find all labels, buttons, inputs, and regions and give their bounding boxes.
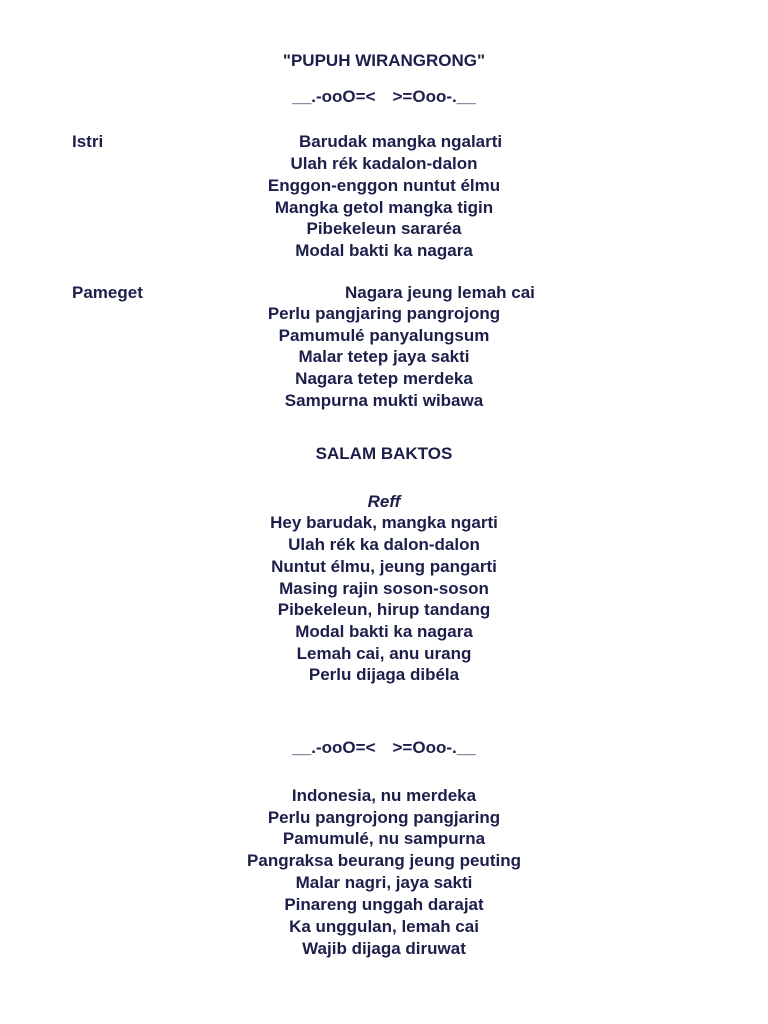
reff-line: Ulah rék ka dalon-dalon <box>288 535 480 554</box>
reff-line: Pibekeleun, hirup tandang <box>277 600 491 619</box>
speaker-label-istri: Istri <box>72 132 104 151</box>
stanza3-line: Wajib dijaga diruwat <box>302 939 466 958</box>
stanza3-line: Perlu pangrojong pangjaring <box>267 808 501 827</box>
reff-line: Hey barudak, mangka ngarti <box>270 513 498 532</box>
stanza3-line: Malar nagri, jaya sakti <box>295 873 473 892</box>
reff-line: Masing rajin soson-soson <box>279 579 489 598</box>
song-title: "PUPUH WIRANGRONG" <box>282 51 486 70</box>
stanza3-line: Indonesia, nu merdeka <box>291 786 477 805</box>
stanza2-line: Malar tetep jaya sakti <box>298 347 470 366</box>
stanza2-line: Perlu pangjaring pangrojong <box>267 304 501 323</box>
stanza2-line: Nagara tetep merdeka <box>295 369 473 388</box>
stanza1-line: Pibekeleun sararéa <box>306 219 462 238</box>
stanza2-line: Pamumulé panyalungsum <box>278 326 490 345</box>
speaker-label-pameget: Pameget <box>72 283 143 302</box>
salam-heading: SALAM BAKTOS <box>298 444 470 463</box>
stanza3-line: Pinareng unggah darajat <box>284 895 484 914</box>
stanza1-line: Modal bakti ka nagara <box>295 241 473 260</box>
reff-line: Lemah cai, anu urang <box>296 644 472 663</box>
reff-line: Nuntut élmu, jeung pangarti <box>271 557 497 576</box>
divider-ornament-2: __.-ooO=< >=Ooo-.__ <box>292 738 476 757</box>
stanza1-line: Mangka getol mangka tigin <box>274 198 494 217</box>
stanza3-line: Ka unggulan, lemah cai <box>289 917 479 936</box>
reff-label: Reff <box>367 492 401 511</box>
stanza3-line: Pangraksa beurang jeung peuting <box>247 851 521 870</box>
stanza1-line: Enggon-enggon nuntut élmu <box>267 176 501 195</box>
stanza3-line: Pamumulé, nu sampurna <box>282 829 486 848</box>
stanza2-line: Sampurna mukti wibawa <box>284 391 484 410</box>
stanza2-line: Nagara jeung lemah cai <box>345 283 535 302</box>
stanza1-line: Barudak mangka ngalarti <box>299 132 503 151</box>
divider-ornament: __.-ooO=< >=Ooo-.__ <box>292 87 476 106</box>
stanza1-line: Ulah rék kadalon-dalon <box>290 154 478 173</box>
reff-line: Perlu dijaga dibéla <box>308 665 460 684</box>
reff-line: Modal bakti ka nagara <box>295 622 473 641</box>
